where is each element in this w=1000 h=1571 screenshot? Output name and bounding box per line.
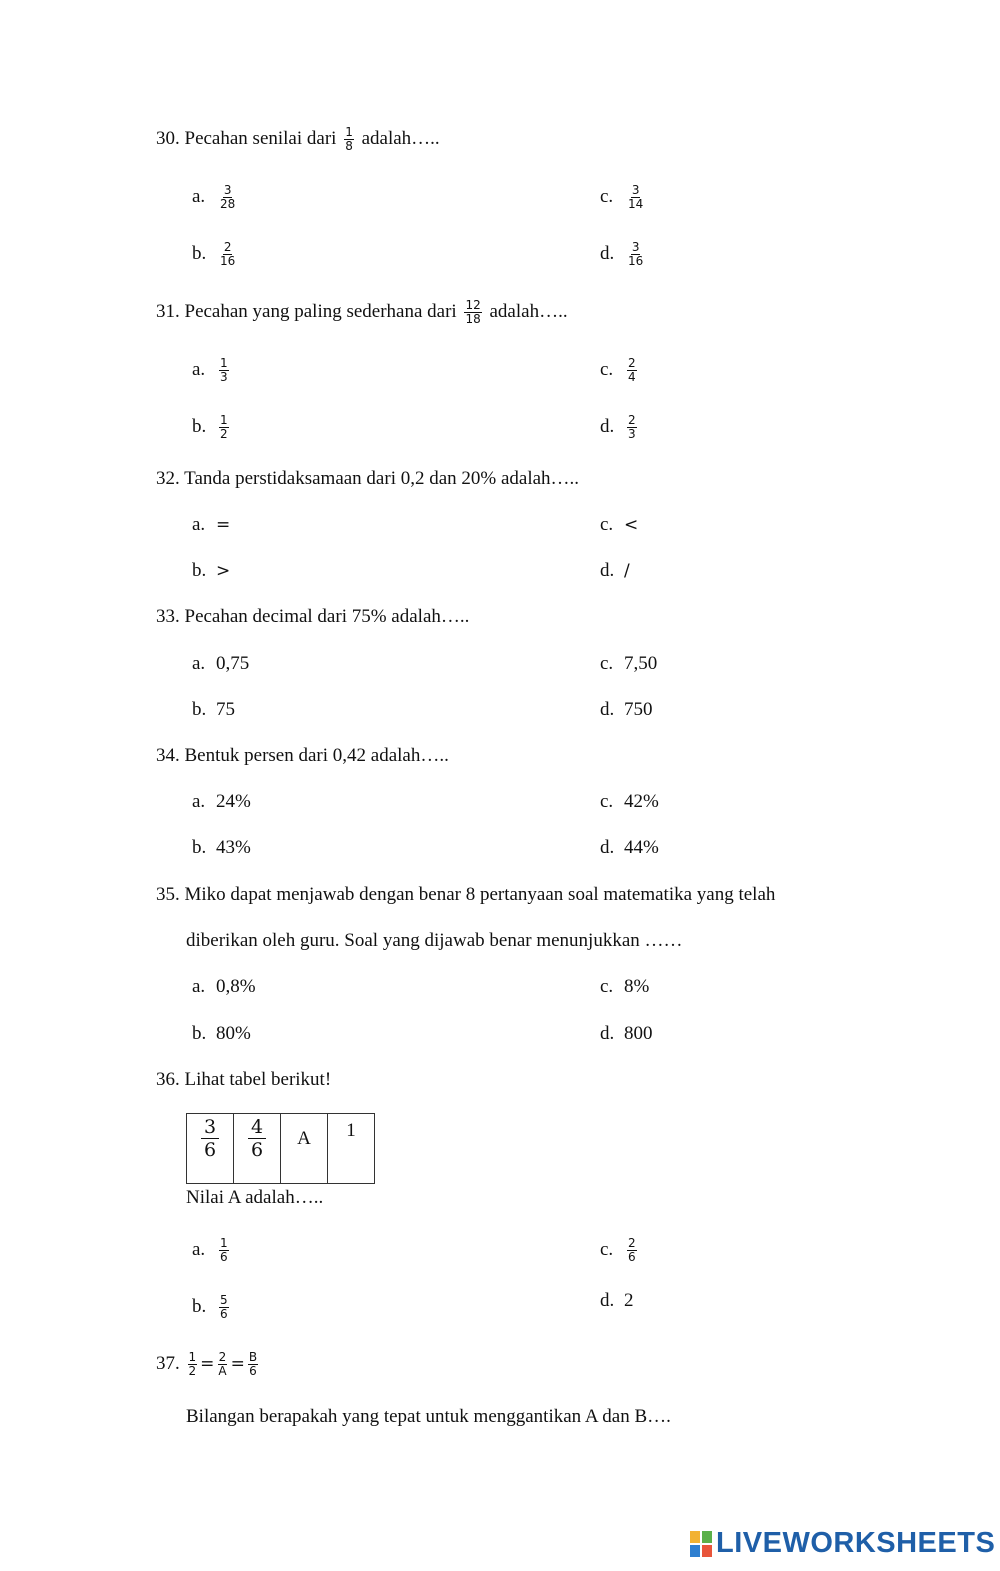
fraction: $\frac{5}{6}$ xyxy=(220,1293,228,1321)
question-31: 31. Pecahan yang paling sederhana dari $\frac{12}{18}$ adalah….. xyxy=(156,298,568,326)
fraction: $\frac{3}{28}$ xyxy=(220,183,236,211)
table-cell xyxy=(234,1114,281,1184)
value-table xyxy=(186,1113,375,1184)
option-c[interactable]: c. 42% xyxy=(600,791,659,812)
option-d[interactable]: d. 44% xyxy=(600,837,659,858)
fraction: $\frac{1}{2}$ xyxy=(220,413,228,441)
option-b[interactable]: b. $\frac{2}{16}$ xyxy=(192,240,236,268)
question-34: 34. Bentuk persen dari 0,42 adalah….. xyxy=(156,745,449,766)
question-32: 32. Tanda perstidaksamaan dari 0,2 dan 20% adalah….. xyxy=(156,468,580,489)
option-a[interactable]: a. 0,8% xyxy=(192,976,256,997)
logo-blocks-icon xyxy=(690,1531,712,1557)
option-b[interactable]: b. 75 xyxy=(192,699,235,720)
question-36-prompt: Nilai A adalah….. xyxy=(186,1187,324,1208)
option-d[interactable]: d. $\frac{3}{16}$ xyxy=(600,240,644,268)
option-a[interactable]: a. $\frac{1}{6}$ xyxy=(192,1236,228,1264)
fraction: $\frac{1}{6}$ xyxy=(220,1236,228,1264)
option-a[interactable]: a. $\frac{3}{28}$ xyxy=(192,183,236,211)
option-c[interactable]: c. $\frac{2}{4}$ xyxy=(600,356,636,384)
option-c[interactable]: c. 7,50 xyxy=(600,653,658,674)
question-33: 33. Pecahan decimal dari 75% adalah….. xyxy=(156,606,470,627)
question-30: 30. Pecahan senilai dari $\frac{1}{8}$ adalah….. xyxy=(156,125,440,153)
fraction: $\frac{2}{6}$ xyxy=(628,1236,636,1264)
option-b[interactable]: b. 80% xyxy=(192,1023,251,1044)
fraction: $\frac{12}{18}$ xyxy=(465,298,481,326)
question-37-text: Bilangan berapakah yang tepat untuk menggantikan A dan B…. xyxy=(186,1406,671,1427)
option-b[interactable]: b. > xyxy=(192,560,231,581)
option-b[interactable]: b. $\frac{1}{2}$ xyxy=(192,413,228,441)
option-d[interactable]: d. / xyxy=(600,560,630,581)
option-d[interactable]: d. 750 xyxy=(600,699,653,720)
fraction: $\frac{3}{14}$ xyxy=(628,183,644,211)
question-35-line-2: diberikan oleh guru. Soal yang dijawab benar menunjukkan …… xyxy=(186,930,683,951)
liveworksheets-logo xyxy=(690,1527,995,1560)
fraction: $\frac{2}{16}$ xyxy=(220,240,236,268)
option-a[interactable]: a. 0,75 xyxy=(192,653,250,674)
fraction: $\frac{2}{A}$ xyxy=(218,1350,227,1378)
table-cell: 1 xyxy=(328,1114,375,1184)
option-d[interactable]: d. 800 xyxy=(600,1023,653,1044)
question-35: 35. Miko dapat menjawab dengan benar 8 pertanyaan soal matematika yang telah xyxy=(156,884,776,905)
option-c[interactable]: c. $\frac{3}{14}$ xyxy=(600,183,644,211)
table-cell xyxy=(187,1114,234,1184)
option-b[interactable]: b. 43% xyxy=(192,837,251,858)
fraction: $\frac{4}{6}$ xyxy=(248,1116,266,1161)
logo-text: LIVEWORKSHEETS xyxy=(716,1527,996,1559)
fraction: $\frac{2}{4}$ xyxy=(628,356,636,384)
fraction: $\frac{3}{16}$ xyxy=(628,240,644,268)
fraction: $\frac{1}{3}$ xyxy=(220,356,228,384)
fraction: $\frac{2}{3}$ xyxy=(628,413,636,441)
option-c[interactable]: c. $\frac{2}{6}$ xyxy=(600,1236,636,1264)
fraction: $\frac{3}{6}$ xyxy=(201,1116,219,1161)
table-cell: A xyxy=(281,1114,328,1184)
option-b[interactable]: b. $\frac{5}{6}$ xyxy=(192,1293,228,1321)
option-a[interactable]: a. = xyxy=(192,514,231,535)
question-37: 37. $\frac{1}{2}$ = $\frac{2}{A}$ = $\frac{B}{6}$ xyxy=(156,1350,258,1378)
option-d[interactable]: d. 2 xyxy=(600,1290,634,1311)
question-36: 36. Lihat tabel berikut! xyxy=(156,1069,332,1090)
option-d[interactable]: d. $\frac{2}{3}$ xyxy=(600,413,636,441)
option-a[interactable]: a. 24% xyxy=(192,791,251,812)
fraction: $\frac{B}{6}$ xyxy=(248,1350,258,1378)
fraction: $\frac{1}{8}$ xyxy=(345,125,353,153)
option-c[interactable]: c. < xyxy=(600,514,639,535)
fraction: $\frac{1}{2}$ xyxy=(188,1350,197,1378)
option-a[interactable]: a. $\frac{1}{3}$ xyxy=(192,356,228,384)
option-c[interactable]: c. 8% xyxy=(600,976,650,997)
